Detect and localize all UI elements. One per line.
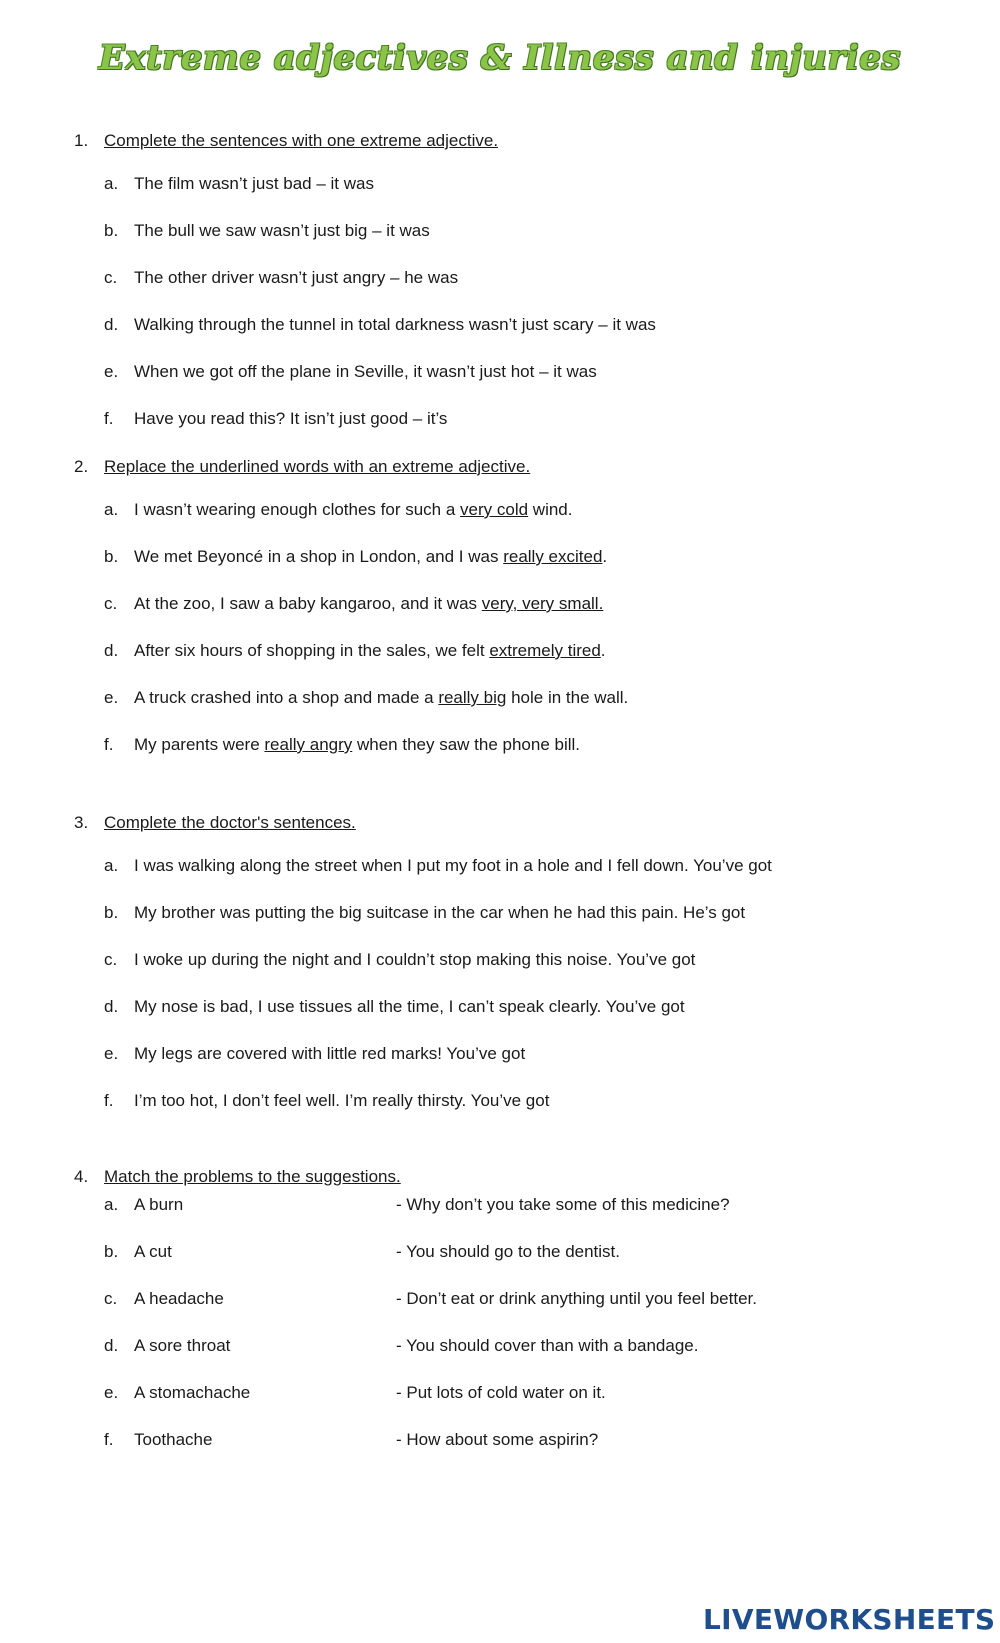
list-item — [104, 735, 580, 755]
question-instruction: Match the problems to the suggestions. — [104, 1167, 401, 1186]
item-letter: d. — [104, 1336, 119, 1355]
question-1-heading — [74, 131, 498, 151]
item-text: My brother was putting the big suitcase in the car when he had this pain. He’s got — [134, 903, 746, 922]
item-letter: f. — [104, 1091, 114, 1110]
question-instruction: Complete the doctor's sentences. — [104, 813, 356, 832]
suggestion-text: - Why don’t you take some of this medicine? — [396, 1195, 730, 1214]
underlined-phrase: extremely tired — [489, 641, 601, 660]
suggestion-text: - How about some aspirin? — [396, 1430, 599, 1449]
item-text: wind. — [528, 500, 573, 519]
list-item — [104, 1242, 172, 1262]
item-text: When we got off the plane in Seville, it wasn’t just hot – it was — [134, 362, 597, 381]
item-letter: f. — [104, 409, 114, 428]
problem-text: A stomachache — [134, 1383, 251, 1402]
list-item — [104, 1091, 549, 1111]
list-item — [104, 688, 628, 708]
item-letter: e. — [104, 362, 119, 381]
underlined-phrase: really excited — [503, 547, 603, 566]
list-item — [104, 856, 772, 876]
item-letter: e. — [104, 688, 119, 707]
item-text: My nose is bad, I use tissues all the time, I can’t speak clearly. You’ve got — [134, 997, 685, 1016]
item-text: . — [602, 547, 608, 566]
question-4-heading — [74, 1167, 401, 1187]
item-letter: b. — [104, 903, 119, 922]
list-item — [104, 1044, 525, 1064]
item-text: Have you read this? It isn’t just good – it’s — [134, 409, 448, 428]
list-item — [104, 221, 430, 241]
item-letter: d. — [104, 997, 119, 1016]
problem-text: A burn — [134, 1195, 184, 1214]
item-text: hole in the wall. — [506, 688, 629, 707]
item-letter: b. — [104, 221, 119, 240]
list-item — [104, 1430, 212, 1450]
item-letter: e. — [104, 1383, 119, 1402]
list-item — [104, 903, 745, 923]
list-item — [104, 268, 458, 288]
item-letter: a. — [104, 174, 119, 193]
item-letter: f. — [104, 735, 114, 754]
underlined-phrase: really angry — [264, 735, 353, 754]
item-letter: c. — [104, 268, 118, 287]
item-text: I’m too hot, I don’t feel well. I’m really thirsty. You’ve got — [134, 1091, 550, 1110]
item-letter: a. — [104, 856, 119, 875]
list-item — [104, 1195, 183, 1215]
problem-text: Toothache — [134, 1430, 213, 1449]
problem-text: A cut — [134, 1242, 172, 1261]
liveworksheets-logo-icon — [698, 1605, 700, 1633]
question-2-heading — [74, 457, 530, 477]
suggestion-text: - You should cover than with a bandage. — [396, 1336, 699, 1355]
list-item — [104, 641, 606, 661]
underlined-phrase: very cold — [460, 500, 529, 519]
item-text: The other driver wasn’t just angry – he was — [134, 268, 459, 287]
list-item — [104, 594, 603, 614]
item-letter: f. — [104, 1430, 114, 1449]
list-item — [104, 500, 572, 520]
liveworksheets-logo[interactable] — [698, 1602, 994, 1636]
item-text: We met Beyoncé in a shop in London, and I was — [134, 547, 504, 566]
question-3-heading — [74, 813, 356, 833]
item-text: My legs are covered with little red marks! You’ve got — [134, 1044, 526, 1063]
item-text: The bull we saw wasn’t just big – it was — [134, 221, 430, 240]
list-item — [104, 1289, 224, 1309]
page-title: Extreme adjectives & Illness and injuries — [98, 38, 902, 78]
list-item — [104, 997, 685, 1017]
question-number: 2. — [74, 457, 89, 476]
item-text: I was walking along the street when I put my foot in a hole and I fell down. You’ve got — [134, 856, 772, 875]
list-item — [104, 315, 656, 335]
item-text: After six hours of shopping in the sales, we felt — [134, 641, 490, 660]
item-letter: a. — [104, 500, 119, 519]
item-letter: c. — [104, 594, 118, 613]
item-letter: c. — [104, 950, 118, 969]
item-letter: e. — [104, 1044, 119, 1063]
underlined-phrase: very, very small. — [481, 594, 604, 613]
list-item — [104, 1336, 230, 1356]
item-text: I woke up during the night and I couldn’t stop making this noise. You’ve got — [134, 950, 696, 969]
suggestion-text: - You should go to the dentist. — [396, 1242, 621, 1261]
item-letter: d. — [104, 315, 119, 334]
item-letter: a. — [104, 1195, 119, 1214]
item-text: I wasn’t wearing enough clothes for such a — [134, 500, 461, 519]
item-text: Walking through the tunnel in total darkness wasn’t just scary – it was — [134, 315, 656, 334]
item-letter: c. — [104, 1289, 118, 1308]
underlined-phrase: really big — [438, 688, 507, 707]
list-item — [104, 362, 597, 382]
item-text: My parents were — [134, 735, 265, 754]
list-item — [104, 174, 374, 194]
suggestion-text: - Put lots of cold water on it. — [396, 1383, 606, 1402]
list-item — [104, 409, 447, 429]
item-letter: b. — [104, 1242, 119, 1261]
item-letter: b. — [104, 547, 119, 566]
item-text: A truck crashed into a shop and made a — [134, 688, 439, 707]
item-text: . — [600, 641, 606, 660]
problem-text: A sore throat — [134, 1336, 231, 1355]
item-text: The film wasn’t just bad – it was — [134, 174, 374, 193]
list-item — [104, 1383, 250, 1403]
list-item — [104, 950, 695, 970]
item-text: At the zoo, I saw a baby kangaroo, and it was — [134, 594, 482, 613]
question-number: 4. — [74, 1167, 89, 1186]
item-letter: d. — [104, 641, 119, 660]
logo-text: LIVEWORKSHEETS — [703, 1602, 996, 1636]
question-number: 1. — [74, 131, 89, 150]
question-instruction: Replace the underlined words with an extreme adjective. — [104, 457, 531, 476]
question-instruction: Complete the sentences with one extreme adjective. — [104, 131, 499, 150]
suggestion-text: - Don’t eat or drink anything until you feel better. — [396, 1289, 757, 1308]
item-text: when they saw the phone bill. — [352, 735, 581, 754]
question-number: 3. — [74, 813, 89, 832]
problem-text: A headache — [134, 1289, 224, 1308]
list-item — [104, 547, 607, 567]
